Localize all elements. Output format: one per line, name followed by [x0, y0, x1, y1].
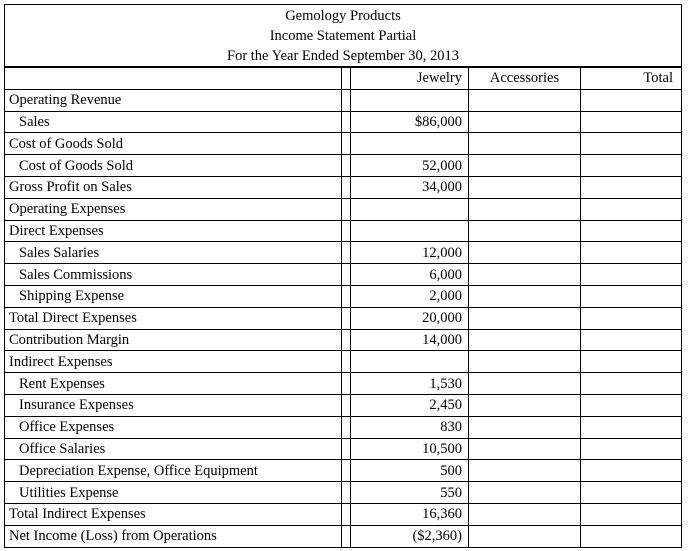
row-spacer-cell — [342, 111, 351, 133]
jewelry-amount: $86,000 — [351, 111, 469, 133]
company-name: Gemology Products — [285, 8, 401, 24]
statement-table — [4, 67, 682, 548]
statement-row — [5, 285, 682, 307]
row-spacer-cell — [342, 351, 351, 373]
row-label: Total Direct Expenses — [5, 307, 342, 329]
statement-row — [5, 503, 682, 525]
jewelry-amount: 6,000 — [351, 264, 469, 286]
row-spacer-cell — [342, 155, 351, 177]
row-spacer-cell — [342, 482, 351, 504]
row-label: Sales Commissions — [5, 264, 342, 286]
statement-row — [5, 394, 682, 416]
statement-header — [4, 4, 682, 67]
accessories-amount — [469, 264, 581, 286]
accessories-amount — [469, 460, 581, 482]
total-amount — [581, 176, 682, 198]
jewelry-amount: ($2,360) — [351, 525, 469, 547]
row-spacer-cell — [342, 329, 351, 351]
row-spacer-cell — [342, 503, 351, 525]
accessories-amount — [469, 329, 581, 351]
accessories-amount — [469, 242, 581, 264]
row-label: Shipping Expense — [5, 285, 342, 307]
row-spacer-cell — [342, 307, 351, 329]
jewelry-amount: 52,000 — [351, 155, 469, 177]
row-label: Contribution Margin — [5, 329, 342, 351]
row-label: Direct Expenses — [5, 220, 342, 242]
row-label: Utilities Expense — [5, 482, 342, 504]
row-label: Operating Expenses — [5, 198, 342, 220]
accessories-amount — [469, 525, 581, 547]
row-spacer-cell — [342, 264, 351, 286]
total-amount — [581, 329, 682, 351]
income-statement — [4, 4, 682, 548]
total-column-header: Total — [581, 68, 682, 90]
total-amount — [581, 307, 682, 329]
total-amount — [581, 198, 682, 220]
row-label: Insurance Expenses — [5, 394, 342, 416]
jewelry-amount: 1,530 — [351, 373, 469, 395]
row-spacer-cell — [342, 373, 351, 395]
statement-row — [5, 220, 682, 242]
total-amount — [581, 285, 682, 307]
jewelry-amount: 16,360 — [351, 503, 469, 525]
row-label: Net Income (Loss) from Operations — [5, 525, 342, 547]
row-label: Depreciation Expense, Office Equipment — [5, 460, 342, 482]
row-label: Indirect Expenses — [5, 351, 342, 373]
jewelry-amount: 550 — [351, 482, 469, 504]
accessories-amount — [469, 111, 581, 133]
accessories-column-header: Accessories — [469, 68, 581, 90]
total-amount — [581, 133, 682, 155]
accessories-amount — [469, 133, 581, 155]
accessories-amount — [469, 89, 581, 111]
statement-row — [5, 329, 682, 351]
total-amount — [581, 155, 682, 177]
row-label: Total Indirect Expenses — [5, 503, 342, 525]
accessories-amount — [469, 373, 581, 395]
row-spacer-cell — [342, 394, 351, 416]
statement-row — [5, 482, 682, 504]
row-label: Office Salaries — [5, 438, 342, 460]
accessories-amount — [469, 394, 581, 416]
row-spacer-cell — [342, 438, 351, 460]
jewelry-amount: 500 — [351, 460, 469, 482]
row-label: Sales Salaries — [5, 242, 342, 264]
total-amount — [581, 482, 682, 504]
accessories-amount — [469, 155, 581, 177]
statement-row — [5, 242, 682, 264]
total-amount — [581, 394, 682, 416]
accessories-amount — [469, 220, 581, 242]
jewelry-amount — [351, 133, 469, 155]
statement-row — [5, 416, 682, 438]
total-amount — [581, 264, 682, 286]
total-amount — [581, 438, 682, 460]
statement-title: Income Statement Partial — [269, 28, 417, 44]
accessories-amount — [469, 503, 581, 525]
row-spacer-cell — [342, 525, 351, 547]
statement-row — [5, 198, 682, 220]
row-spacer-cell — [342, 460, 351, 482]
accessories-amount — [469, 176, 581, 198]
jewelry-amount: 34,000 — [351, 176, 469, 198]
statement-row — [5, 89, 682, 111]
row-spacer-cell — [342, 242, 351, 264]
accessories-amount — [469, 482, 581, 504]
row-spacer-cell — [342, 285, 351, 307]
row-label: Rent Expenses — [5, 373, 342, 395]
accessories-amount — [469, 198, 581, 220]
accessories-amount — [469, 307, 581, 329]
statement-row — [5, 460, 682, 482]
statement-row — [5, 155, 682, 177]
jewelry-amount: 2,450 — [351, 394, 469, 416]
jewelry-amount: 10,500 — [351, 438, 469, 460]
statement-row — [5, 133, 682, 155]
statement-period: For the Year Ended September 30, 2013 — [227, 48, 459, 64]
jewelry-amount — [351, 351, 469, 373]
accessories-amount — [469, 285, 581, 307]
jewelry-amount: 830 — [351, 416, 469, 438]
jewelry-amount: 20,000 — [351, 307, 469, 329]
jewelry-amount — [351, 198, 469, 220]
row-label: Gross Profit on Sales — [5, 176, 342, 198]
statement-row — [5, 307, 682, 329]
total-amount — [581, 220, 682, 242]
statement-row — [5, 264, 682, 286]
row-spacer-cell — [342, 133, 351, 155]
jewelry-amount: 12,000 — [351, 242, 469, 264]
total-amount — [581, 89, 682, 111]
jewelry-amount: 2,000 — [351, 285, 469, 307]
accessories-amount — [469, 351, 581, 373]
statement-row — [5, 373, 682, 395]
total-amount — [581, 373, 682, 395]
total-amount — [581, 242, 682, 264]
total-amount — [581, 111, 682, 133]
spacer-column-header — [342, 68, 351, 90]
row-label: Cost of Goods Sold — [5, 133, 342, 155]
row-label: Office Expenses — [5, 416, 342, 438]
row-spacer-cell — [342, 220, 351, 242]
row-label: Sales — [5, 111, 342, 133]
row-spacer-cell — [342, 176, 351, 198]
total-amount — [581, 503, 682, 525]
jewelry-amount — [351, 220, 469, 242]
jewelry-amount: 14,000 — [351, 329, 469, 351]
statement-row — [5, 438, 682, 460]
statement-row — [5, 351, 682, 373]
jewelry-amount — [351, 89, 469, 111]
row-label: Cost of Goods Sold — [5, 155, 342, 177]
total-amount — [581, 416, 682, 438]
row-label: Operating Revenue — [5, 89, 342, 111]
row-spacer-cell — [342, 198, 351, 220]
total-amount — [581, 351, 682, 373]
label-column-header — [5, 68, 342, 90]
row-spacer-cell — [342, 89, 351, 111]
accessories-amount — [469, 438, 581, 460]
statement-row — [5, 176, 682, 198]
total-amount — [581, 525, 682, 547]
row-spacer-cell — [342, 416, 351, 438]
statement-row — [5, 525, 682, 547]
statement-rows — [5, 89, 682, 547]
accessories-amount — [469, 416, 581, 438]
statement-row — [5, 111, 682, 133]
total-amount — [581, 460, 682, 482]
column-header-row — [5, 68, 682, 90]
jewelry-column-header: Jewelry — [351, 68, 469, 90]
